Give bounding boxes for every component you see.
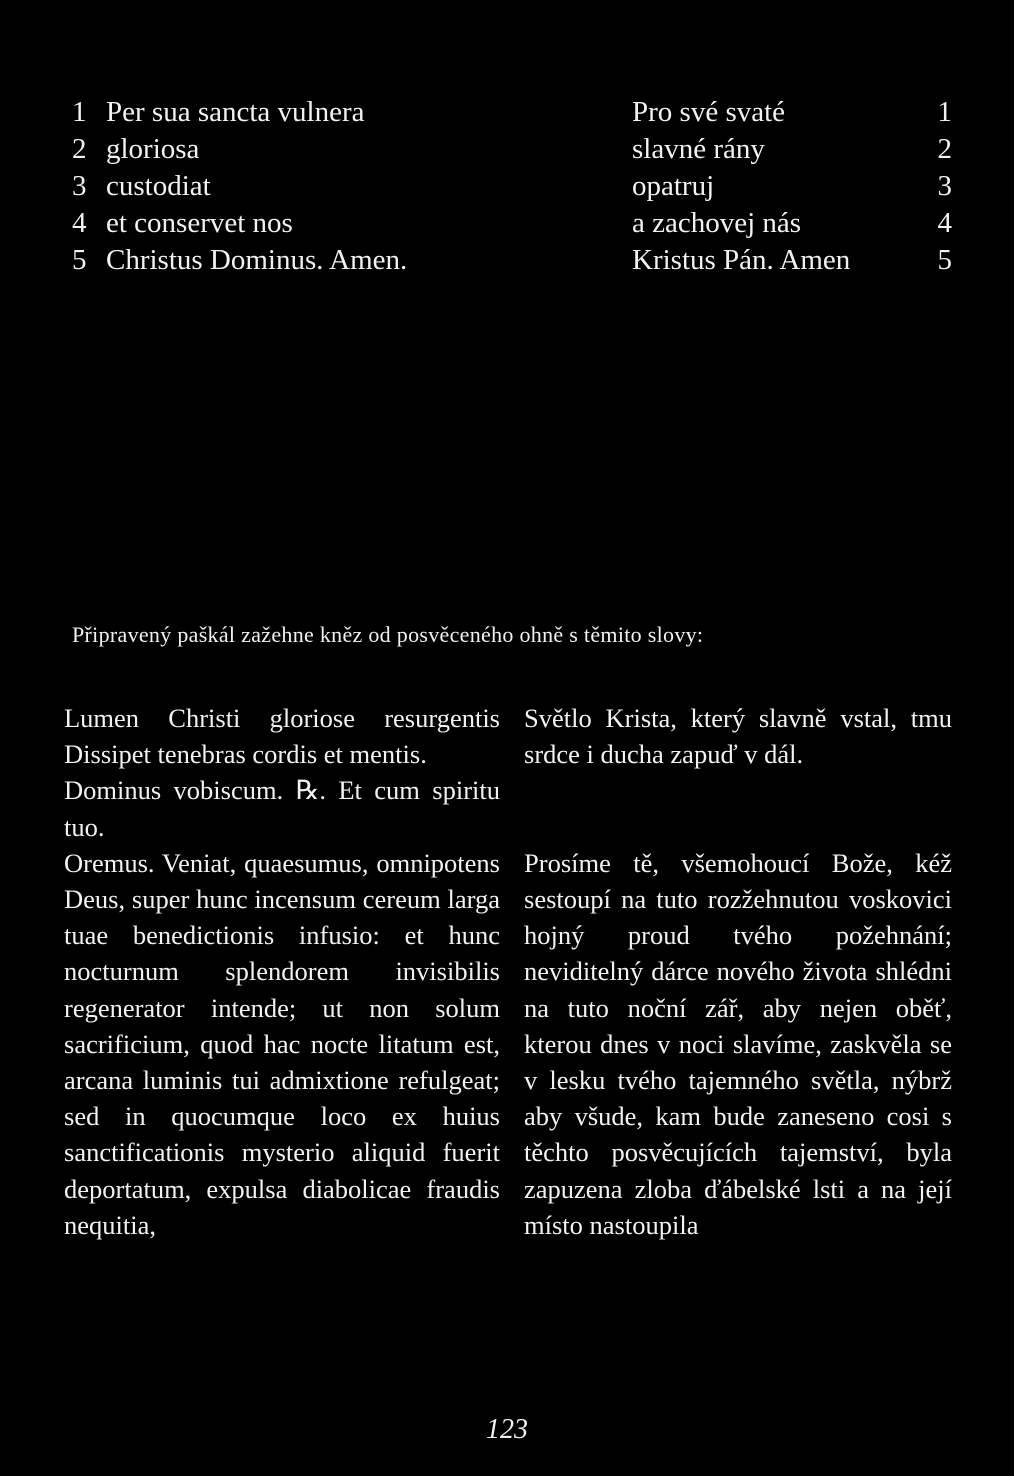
verse-row <box>72 205 960 242</box>
verse-latin: gloriosa <box>106 133 200 165</box>
verse-number-right: 5 <box>937 244 952 276</box>
verse-number-right: 2 <box>937 133 952 165</box>
verse-czech: Pro své svaté <box>632 96 786 128</box>
latin-oremus-prayer: Oremus. Veniat, quaesumus, omnipotens Deus, super hunc incensum cereum larga tuae benedictionis infusio: et hunc nocturnum splendorem invisibilis regenerator intende; ut non solum sacrificium, quod hac nocte litatum est, arcana luminis tui admixtione refulgeat; sed in quocumque loco ex huius sanctificationis mysterio aliquid fuerit deportatum, expulsa diabolicae fraudis nequitia, <box>64 847 500 1240</box>
czech-prosime-prayer: Prosíme tě, všemohoucí Bože, kéž sestoupí na tuto rozžehnutou voskovici hojný proud tvého požehnání; neviditelný dárce nového života shlédni na tuto noční zář, aby nejen oběť, kterou dnes v noci slavíme, zaskvěla se v lesku tvého tajemného světla, nýbrž aby všude, kam bude zaneseno cosi s těchto posvěcujících tajemství, byla zapuzena zloba ďábelské lsti a na její místo nastoupila <box>524 847 952 1240</box>
page-number: 123 <box>486 1414 528 1445</box>
verse-number-right: 3 <box>937 170 952 202</box>
verse-number-left: 5 <box>72 244 87 276</box>
verse-number-right: 1 <box>937 96 952 128</box>
verse-number-left: 2 <box>72 133 87 165</box>
verse-czech: Kristus Pán. Amen <box>632 244 851 276</box>
verse-row <box>72 168 960 205</box>
czech-column <box>524 700 952 1243</box>
verse-czech: opatruj <box>632 170 715 202</box>
numbered-verses <box>72 94 960 279</box>
verse-number-left: 1 <box>72 96 87 128</box>
verse-number-left: 4 <box>72 207 87 239</box>
latin-dominus-vobiscum: Dominus vobiscum. ℞. Et cum spiritu tuo. <box>64 775 500 842</box>
verse-latin: Per sua sancta vulnera <box>106 96 365 128</box>
rubric-instruction: Připravený paškál zažehne kněz od posvěceného ohně s těmito slovy: <box>72 622 704 647</box>
latin-column <box>64 700 500 1243</box>
verse-number-right: 4 <box>937 207 952 239</box>
verse-row <box>72 94 960 131</box>
czech-svetlo-krista: Světlo Krista, který slavně vstal, tmu srdce i ducha zapuď v dál. <box>524 703 952 770</box>
spacer <box>524 809 952 845</box>
verse-number-left: 3 <box>72 170 87 202</box>
verse-czech: slavné rány <box>632 133 765 165</box>
latin-lumen-christi: Lumen Christi gloriose resurgentis Dissipet tenebras cordis et mentis. <box>64 703 500 770</box>
verse-latin: et conservet nos <box>106 207 293 239</box>
verse-row <box>72 131 960 168</box>
verse-latin: Christus Dominus. Amen. <box>106 244 408 276</box>
verse-czech: a zachovej nás <box>632 207 802 239</box>
spacer <box>524 772 952 808</box>
verse-row <box>72 242 960 279</box>
verse-latin: custodiat <box>106 170 211 202</box>
